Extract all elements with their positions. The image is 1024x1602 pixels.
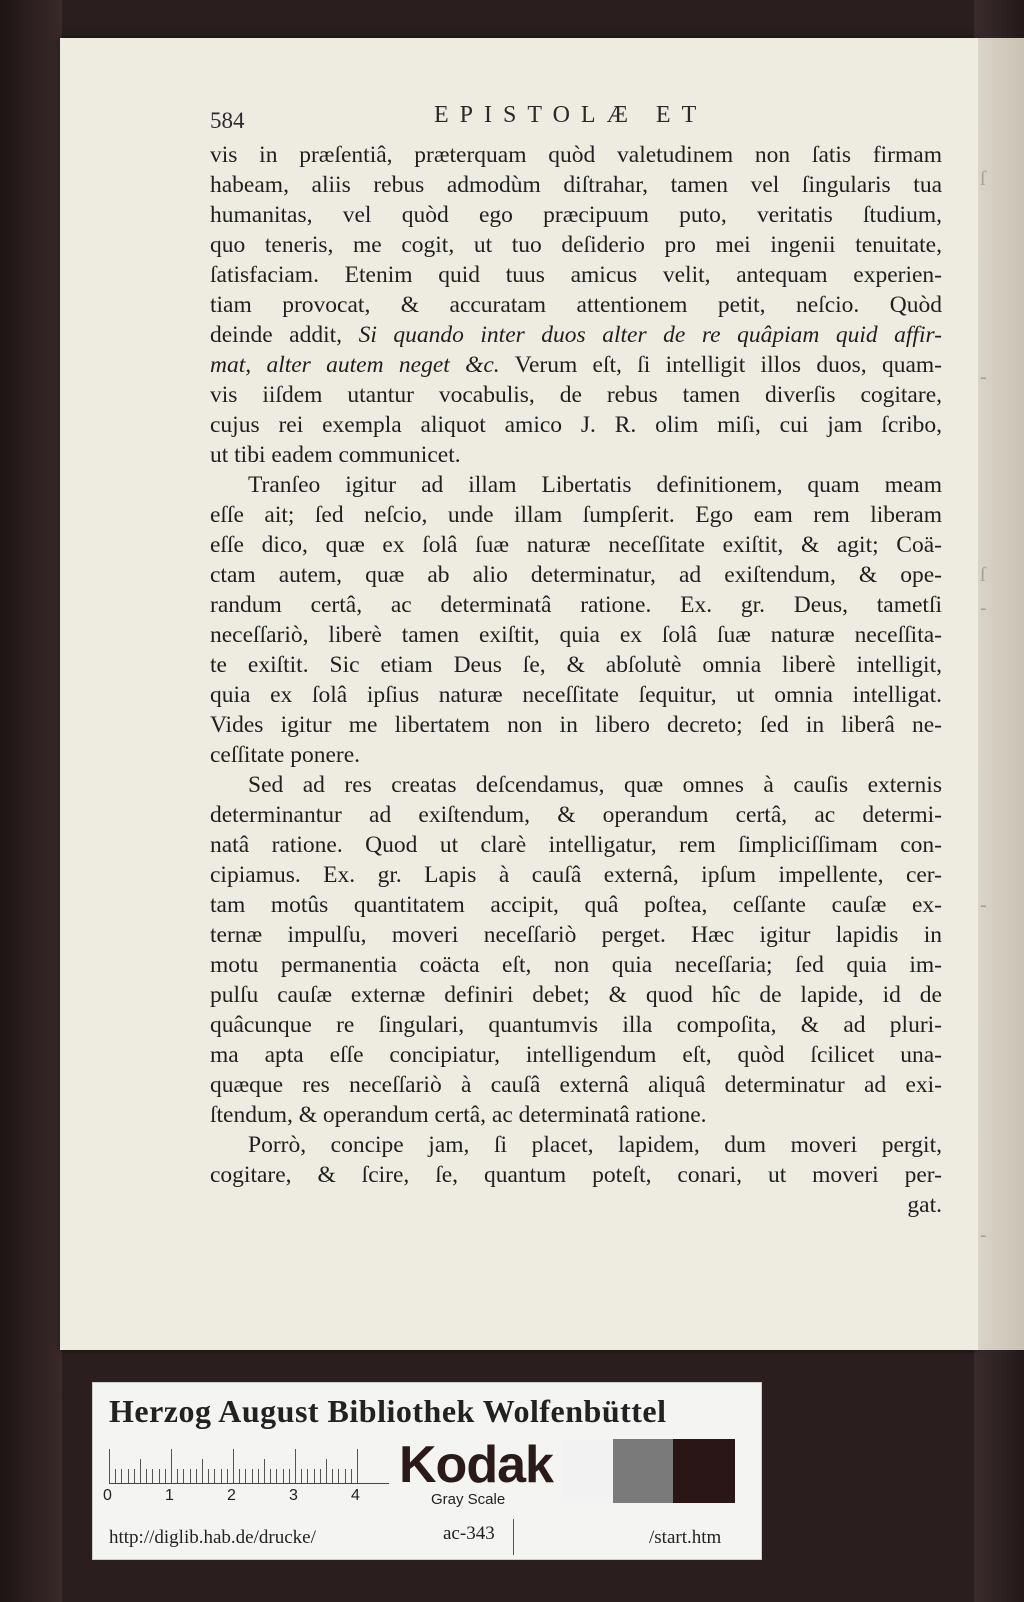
ruler-tick xyxy=(177,1469,178,1483)
text-line: quia ex ſolâ ipſius naturæ neceſſitate ſequitur, ut omnia intelligat. xyxy=(210,682,942,708)
bleed-mark xyxy=(980,394,1020,427)
text-line: natâ ratione. Quod ut clarè intelligatur, rem ſimpliciſſimam con- xyxy=(210,832,942,858)
ruler-tick xyxy=(183,1469,184,1483)
bleed-mark xyxy=(980,955,1020,988)
ruler-tick xyxy=(307,1469,308,1483)
bleed-mark: ſ xyxy=(980,564,986,586)
ruler-tick xyxy=(314,1469,315,1483)
ruler-tick xyxy=(283,1469,284,1483)
ruler-tick xyxy=(140,1459,141,1483)
text-line: tam motûs quantitatem accipit, quâ poſtea, ceſſante cauſæ ex- xyxy=(210,892,942,918)
bleed-mark xyxy=(980,1186,1020,1219)
bleed-mark xyxy=(980,1153,1020,1186)
gray-swatch-dark xyxy=(673,1439,735,1503)
text-line: Sed ad res creatas deſcendamus, quæ omnes à cauſis externis xyxy=(248,772,942,798)
color-calibration-target xyxy=(92,1382,762,1560)
kodak-logo: Kodak xyxy=(399,1436,553,1494)
bleed-mark xyxy=(980,724,1020,757)
bleed-mark xyxy=(980,1120,1020,1153)
bleed-mark xyxy=(980,1054,1020,1087)
shelfmark-code: ac-343 xyxy=(443,1523,495,1544)
ruler-tick xyxy=(121,1469,122,1483)
ruler-tick xyxy=(245,1469,246,1483)
ruler-tick xyxy=(233,1449,234,1483)
ruler-label: 4 xyxy=(351,1487,360,1504)
page-number: 584 xyxy=(210,108,245,133)
ruler-tick xyxy=(109,1449,110,1483)
ruler-tick xyxy=(196,1469,197,1483)
ruler-tick xyxy=(208,1469,209,1483)
ruler-label: 3 xyxy=(289,1487,298,1504)
bleed-mark: - xyxy=(980,1224,987,1246)
measurement-ruler xyxy=(109,1447,389,1484)
ruler-label: 0 xyxy=(103,1487,112,1504)
bleed-mark xyxy=(980,1252,1020,1285)
page-header xyxy=(210,102,950,132)
text-line: randum certâ, ac determinatâ ratione. Ex. gr. Deus, tametſi xyxy=(210,592,942,618)
bleed-mark xyxy=(980,1087,1020,1120)
text-line: neceſſariò, liberè tamen exiſtit, quia ex ſolâ ſuæ naturæ neceſſita- xyxy=(210,622,942,648)
bleed-mark xyxy=(980,1021,1020,1054)
text-line: ſtendum, & operandum certâ, ac determinatâ ratione. xyxy=(210,1102,707,1128)
ruler-tick xyxy=(115,1469,116,1483)
bleed-mark xyxy=(980,229,1020,262)
ruler-label: 2 xyxy=(227,1487,236,1504)
ruler-tick xyxy=(357,1449,358,1483)
text-line: vis in præſentiâ, præterquam quòd valetudinem non ſatis firmam xyxy=(210,142,942,168)
ruler-tick xyxy=(159,1469,160,1483)
ruler-tick xyxy=(190,1469,191,1483)
facing-page-bleed-text xyxy=(980,130,1020,1246)
bleed-mark: ſ xyxy=(980,168,986,190)
text-line: cujus rei exempla aliquot amico J. R. olim miſi, cui jam ſcribo, xyxy=(210,412,942,438)
text-line: determinantur ad exiſtendum, & operandum certâ, ac determi- xyxy=(210,802,942,828)
quoted-phrase: mat, alter autem neget &c. xyxy=(210,352,500,378)
ruler-tick xyxy=(152,1469,153,1483)
ruler-tick xyxy=(289,1469,290,1483)
ruler-tick xyxy=(171,1449,172,1483)
text-line: ceſſitate ponere. xyxy=(210,742,361,768)
text-line: ternæ impulſu, moveri neceſſariò perget. Hæc igitur lapidis in xyxy=(210,922,942,948)
text-line: eſſe dico, quæ ex ſolâ ſuæ naturæ neceſſitate exiſtit, & agit; Coä- xyxy=(210,532,942,558)
ruler-tick xyxy=(227,1469,228,1483)
ruler-tick xyxy=(295,1449,296,1483)
library-url: http://diglib.hab.de/drucke/ xyxy=(109,1527,316,1548)
text-line: motu permanentia coäcta eſt, non quia neceſſaria; ſed quia im- xyxy=(210,952,942,978)
running-head: EPISTOLÆ ET xyxy=(434,102,708,128)
text-line: ctam autem, quæ ab alio determinatur, ad exiſtendum, & ope- xyxy=(210,562,942,588)
gray-swatch-light xyxy=(561,1439,613,1503)
ruler-tick xyxy=(351,1469,352,1483)
ruler-tick xyxy=(301,1469,302,1483)
text-line: humanitas, vel quòd ego præcipuum puto, veritatis ſtudium, xyxy=(210,202,942,228)
ruler-tick xyxy=(146,1469,147,1483)
text-line: Porrò, concipe jam, ſi placet, lapidem, dum moveri pergit, xyxy=(248,1132,942,1158)
bleed-mark xyxy=(980,625,1020,658)
bleed-mark: - xyxy=(980,894,987,916)
bleed-mark xyxy=(980,856,1020,889)
bleed-mark xyxy=(980,328,1020,361)
ruler-label: 1 xyxy=(165,1487,174,1504)
text-line: pulſu cauſæ externæ definiri debet; & quod hîc de lapide, id de xyxy=(210,982,942,1008)
text-line: Tranſeo igitur ad illam Libertatis definitionem, quam meam xyxy=(248,472,942,498)
text-line: quæque res neceſſariò à cauſâ externâ aliquâ determinatur ad exi- xyxy=(210,1072,942,1098)
gray-scale-label: Gray Scale xyxy=(431,1491,506,1508)
bleed-mark xyxy=(980,823,1020,856)
ruler-tick xyxy=(320,1469,321,1483)
text-line: mat, alter autem neget &c. Verum eſt, ſi intelligit illos duos, quam- xyxy=(210,352,942,378)
text-line: quâcunque re ſingulari, quantumvis illa compoſita, & ad pluri- xyxy=(210,1012,942,1038)
text-line: tiam provocat, & accuratam attentionem petit, neſcio. Quòd xyxy=(210,292,942,318)
ruler-tick xyxy=(165,1469,166,1483)
bleed-mark: - xyxy=(980,366,987,388)
text-line: cipiamus. Ex. gr. Lapis à cauſâ externâ, ipſum impellente, cer- xyxy=(210,862,942,888)
bleed-mark xyxy=(980,295,1020,328)
bleed-mark xyxy=(980,493,1020,526)
ruler-tick xyxy=(332,1469,333,1483)
ruler-tick xyxy=(202,1459,203,1483)
text-line: eſſe ait; ſed neſcio, unde illam ſumpſerit. Ego eam rem liberam xyxy=(210,502,942,528)
ruler-tick xyxy=(134,1469,135,1483)
text-line: deinde addit, Si quando inter duos alter de re quâpiam quid affir- xyxy=(210,322,942,348)
bleed-mark xyxy=(980,130,1020,163)
text-line: gat. xyxy=(907,1192,942,1218)
bleed-mark xyxy=(980,922,1020,955)
text-line: quo teneris, me cogit, ut tuo deſiderio pro mei ingenii tenuitate, xyxy=(210,232,942,258)
ruler-tick xyxy=(221,1469,222,1483)
quoted-phrase: Si quando inter duos alter de re quâpiam quid affir- xyxy=(358,322,942,348)
ruler-tick xyxy=(345,1469,346,1483)
text-line: ut tibi eadem communicet. xyxy=(210,442,461,468)
text-line: Vides igitur me libertatem non in libero decreto; ſed in liberâ ne- xyxy=(210,712,942,738)
text-line: ſatisfaciam. Etenim quid tuus amicus velit, antequam experien- xyxy=(210,262,942,288)
ruler-tick xyxy=(128,1469,129,1483)
bleed-mark xyxy=(980,790,1020,823)
bleed-mark xyxy=(980,427,1020,460)
bleed-mark xyxy=(980,460,1020,493)
bleed-mark xyxy=(980,262,1020,295)
library-name: Herzog August Bibliothek Wolfenbüttel xyxy=(109,1393,667,1429)
bleed-mark xyxy=(980,658,1020,691)
bleed-mark xyxy=(980,526,1020,559)
bleed-mark xyxy=(980,757,1020,790)
text-line: vis iiſdem utantur vocabulis, de rebus tamen diverſis cogitare, xyxy=(210,382,942,408)
gray-swatch-mid xyxy=(613,1439,673,1503)
ruler-tick xyxy=(338,1469,339,1483)
ruler-tick xyxy=(258,1469,259,1483)
ruler-tick xyxy=(264,1459,265,1483)
start-url: /start.htm xyxy=(649,1527,722,1548)
body-text xyxy=(210,140,942,1220)
text-line: habeam, aliis rebus admodùm diſtrahar, tamen vel ſingularis tua xyxy=(210,172,942,198)
text-line: cogitare, & ſcire, ſe, quantum poteſt, conari, ut moveri per- xyxy=(210,1162,942,1188)
ruler-tick xyxy=(252,1469,253,1483)
ruler-tick xyxy=(214,1469,215,1483)
ruler-tick xyxy=(326,1459,327,1483)
text-line: te exiſtit. Sic etiam Deus ſe, & abſolutè omnia liberè intelligit, xyxy=(210,652,942,678)
ruler-tick xyxy=(270,1469,271,1483)
bleed-mark xyxy=(980,691,1020,724)
ruler-tick xyxy=(239,1469,240,1483)
ruler-tick xyxy=(276,1469,277,1483)
bleed-mark: - xyxy=(980,597,987,619)
bleed-mark xyxy=(980,988,1020,1021)
bleed-mark xyxy=(980,1285,1020,1318)
text-line: ma apta eſſe concipiatur, intelligendum eſt, quòd ſcilicet una- xyxy=(210,1042,942,1068)
code-divider xyxy=(513,1519,514,1555)
bleed-mark xyxy=(980,196,1020,229)
scan-backdrop-left xyxy=(0,0,62,1602)
